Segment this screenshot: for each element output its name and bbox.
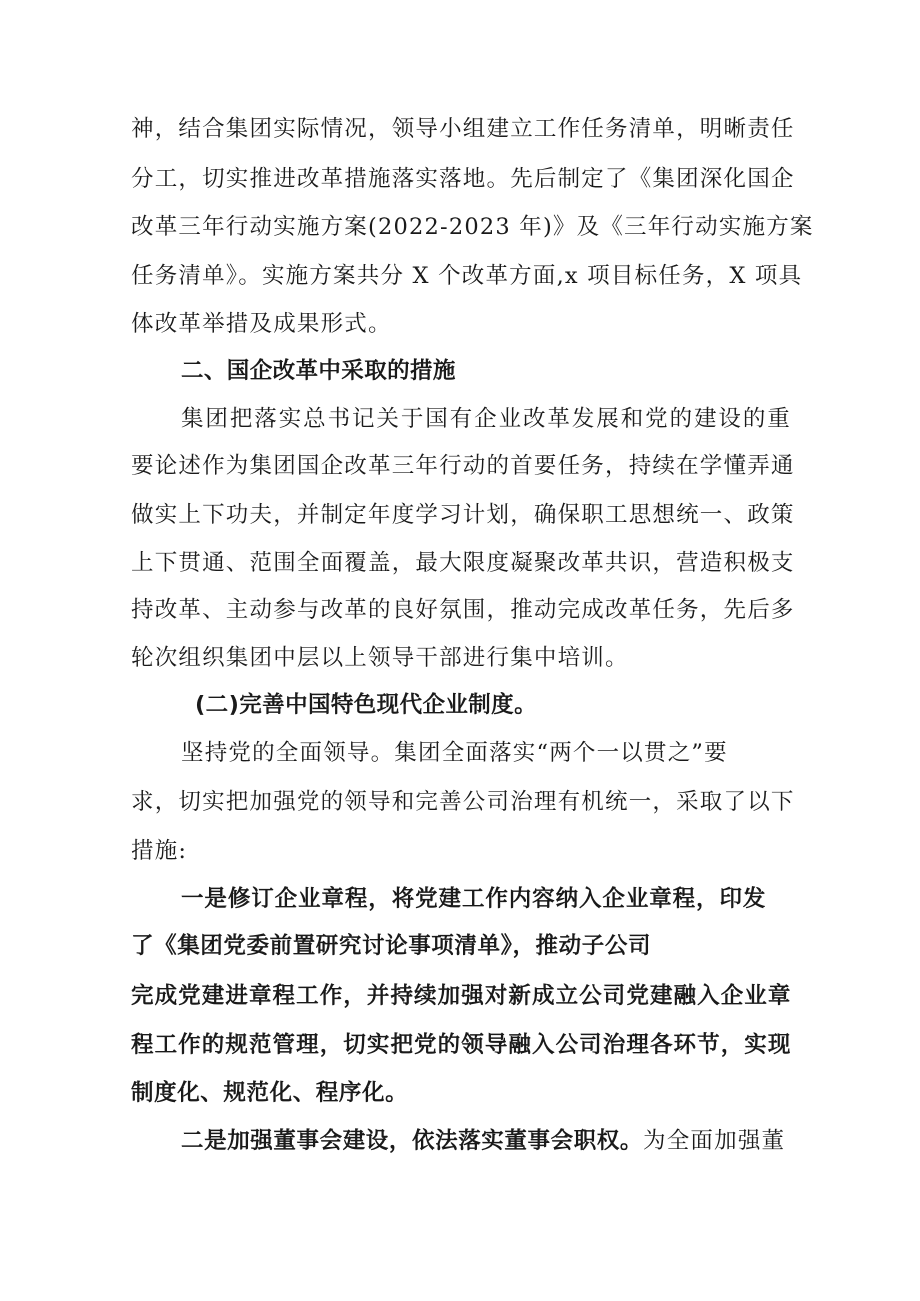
bold-paragraph-line: 制度化、规范化、程序化。 <box>131 1080 409 1106</box>
mixed-paragraph-line <box>181 1125 791 1157</box>
paragraph-text: 为全面加强董 <box>643 1128 786 1154</box>
paragraph-line: 坚持党的全面领导。集团全面落实“两个一以贯之”要 <box>181 740 728 766</box>
paragraph-line: 分工，切实推进改革措施落实落地。先后制定了《集团深化国企 <box>131 166 795 192</box>
paragraph-line: 改革三年行动实施方案(2022-2023 年)》及《三年行动实施方案 <box>131 214 814 240</box>
bold-lead-text: 二是加强董事会建设，依法落实董事会职权。 <box>181 1128 644 1154</box>
paragraph-line: 措施: <box>131 838 188 864</box>
bold-paragraph-line: 完成党建进章程工作，并持续加强对新成立公司党建融入企业章 <box>131 983 791 1009</box>
bold-paragraph-line: 程工作的规范管理，切实把党的领导融入公司治理各环节，实现 <box>131 1032 791 1058</box>
paragraph-line: 持改革、主动参与改革的良好氛围，推动完成改革任务，先后多 <box>131 597 795 623</box>
paragraph-line: 任务清单》。实施方案共分 X 个改革方面,x 项目标任务，X 项具 <box>131 263 803 289</box>
paragraph-line: 体改革举措及成果形式。 <box>131 311 392 337</box>
bold-paragraph-line: 了《集团党委前置研究讨论事项清单》，推动子公司 <box>131 933 652 959</box>
subsection-heading: (二)完善中国特色现代企业制度。 <box>195 692 537 718</box>
paragraph-line: 求，切实把加强党的领导和完善公司治理有机统一，采取了以下 <box>131 789 795 815</box>
paragraph-line: 上下贯通、范围全面覆盖，最大限度凝聚改革共识，营造积极支 <box>131 550 795 576</box>
paragraph-line: 轮次组织集团中层以上领导干部进行集中培训。 <box>131 645 629 671</box>
bold-paragraph-line: 一是修订企业章程，将党建工作内容纳入企业章程，印发 <box>181 886 766 912</box>
paragraph-line: 神，结合集团实际情况，领导小组建立工作任务清单，明晰责任 <box>131 116 795 142</box>
paragraph-line: 做实上下功夫，并制定年度学习计划，确保职工思想统一、政策 <box>131 502 795 528</box>
paragraph-line: 集团把落实总书记关于国有企业改革发展和党的建设的重 <box>181 406 791 432</box>
paragraph-line: 要论述作为集团国企改革三年行动的首要任务，持续在学懂弄通 <box>131 453 795 479</box>
section-heading: 二、国企改革中采取的措施 <box>181 358 456 384</box>
